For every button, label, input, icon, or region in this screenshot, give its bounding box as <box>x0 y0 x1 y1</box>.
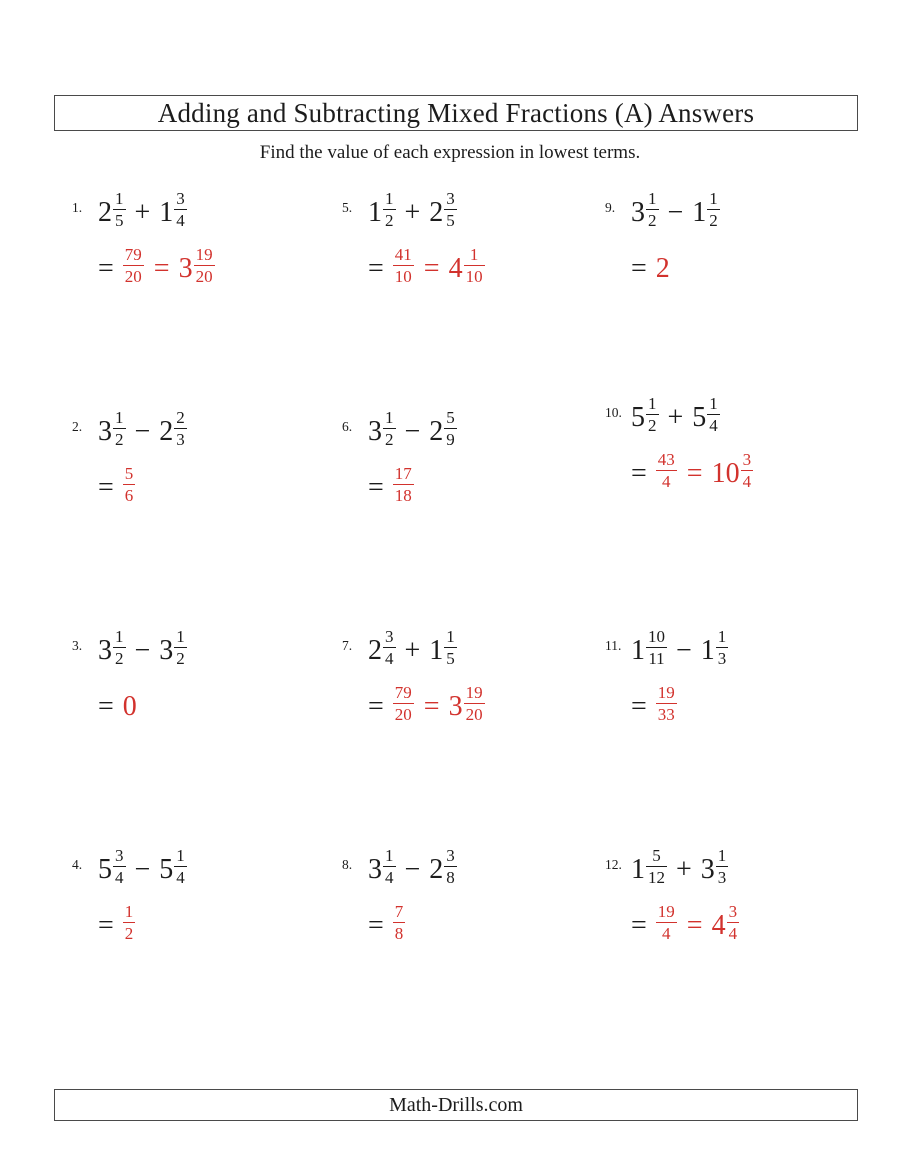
fraction-numerator: 1 <box>385 188 394 208</box>
fraction-numerator: 1 <box>717 626 727 646</box>
mixed-number <box>692 393 720 443</box>
fraction <box>741 451 754 490</box>
fraction-numerator: 1 <box>709 393 718 413</box>
expression-math <box>368 845 457 887</box>
fraction-numerator: 1 <box>648 393 657 413</box>
fraction <box>174 628 187 667</box>
whole-number: 1 <box>631 854 645 885</box>
fraction-denominator: 20 <box>465 704 483 724</box>
fraction-denominator: 2 <box>648 415 657 435</box>
equals-sign: = <box>423 691 439 722</box>
whole-number: 3 <box>98 416 112 447</box>
whole-number: 3 <box>159 635 174 666</box>
fraction <box>716 847 729 886</box>
problem-number: 6. <box>342 419 353 434</box>
mixed-number <box>712 901 740 951</box>
fraction-denominator: 18 <box>394 485 412 505</box>
mixed-number <box>701 626 729 676</box>
equals-sign: = <box>423 253 439 284</box>
answer-math <box>368 244 485 286</box>
expression-math <box>98 626 187 668</box>
expression-line <box>605 393 875 443</box>
fraction <box>113 190 126 229</box>
answer-line <box>631 244 875 294</box>
equals-sign: = <box>98 253 113 284</box>
answer-math <box>631 682 677 724</box>
fraction <box>444 409 457 448</box>
problem <box>605 827 875 1046</box>
whole-number: 5 <box>631 402 645 433</box>
fraction-numerator: 1 <box>385 407 394 427</box>
expression-line <box>72 188 342 238</box>
problem-number: 9. <box>605 200 616 215</box>
fraction <box>174 409 187 448</box>
equals-sign: = <box>98 472 113 503</box>
operator: + <box>404 635 421 666</box>
expression-math <box>631 393 720 435</box>
operator: + <box>676 854 692 885</box>
fraction-denominator: 5 <box>446 210 455 230</box>
whole-number: 2 <box>429 416 444 447</box>
mixed-number <box>159 188 187 238</box>
mixed-number <box>429 407 457 457</box>
fraction-denominator: 2 <box>385 210 394 230</box>
expression-line <box>342 188 605 238</box>
whole-number: 3 <box>368 854 382 885</box>
mixed-number <box>179 244 215 294</box>
fraction <box>393 246 414 285</box>
whole-number: 1 <box>429 635 444 666</box>
fraction <box>656 451 677 490</box>
fraction-numerator: 19 <box>195 244 213 264</box>
mixed-number <box>449 244 485 294</box>
expression-line <box>605 626 875 676</box>
mixed-number <box>449 682 485 732</box>
whole-number: 1 <box>159 197 174 228</box>
fraction-numerator: 41 <box>394 244 412 264</box>
fraction-numerator: 19 <box>465 682 483 702</box>
mixed-number <box>631 188 659 238</box>
problem-number: 11. <box>605 638 622 653</box>
answer-math <box>631 901 739 943</box>
whole-number: 2 <box>159 416 174 447</box>
fraction-numerator: 19 <box>657 901 675 921</box>
fraction-numerator: 3 <box>446 845 455 865</box>
fraction <box>194 246 215 285</box>
fraction <box>123 465 136 504</box>
fraction-numerator: 1 <box>717 845 727 865</box>
fraction <box>393 684 414 723</box>
expression-math <box>631 845 728 887</box>
whole-number: 4 <box>711 910 726 941</box>
whole-number: 1 <box>700 635 715 666</box>
fraction-denominator: 5 <box>115 210 124 230</box>
fraction-numerator: 3 <box>176 188 185 208</box>
fraction-denominator: 6 <box>124 485 134 505</box>
fraction-denominator: 3 <box>176 429 185 449</box>
answer-line <box>368 244 605 294</box>
mixed-number <box>368 407 396 457</box>
fraction-numerator: 3 <box>742 449 752 469</box>
equals-sign: = <box>368 691 383 722</box>
worksheet-title-box <box>54 95 858 131</box>
whole-number: 2 <box>429 854 444 885</box>
whole-number: 5 <box>692 402 707 433</box>
fraction <box>123 246 144 285</box>
fraction <box>393 903 406 942</box>
mixed-number <box>631 626 667 676</box>
expression-math <box>631 626 728 668</box>
answer-math <box>631 253 670 284</box>
mixed-number <box>98 845 126 895</box>
mixed-number <box>692 188 720 238</box>
fraction-denominator: 4 <box>728 923 738 943</box>
fraction <box>113 847 126 886</box>
operator: + <box>404 197 421 228</box>
expression-line <box>72 845 342 895</box>
problem-number: 3. <box>72 638 83 653</box>
fraction-denominator: 2 <box>385 429 394 449</box>
expression-math <box>631 188 720 230</box>
expression-math <box>98 845 187 887</box>
fraction <box>646 395 659 434</box>
fraction-numerator: 1 <box>709 188 718 208</box>
equals-sign: = <box>631 253 646 284</box>
fraction <box>174 190 187 229</box>
fraction <box>123 903 136 942</box>
fraction <box>707 395 720 434</box>
fraction-numerator: 79 <box>124 244 142 264</box>
answer-line <box>98 244 342 294</box>
fraction <box>464 684 485 723</box>
fraction-denominator: 11 <box>646 647 667 667</box>
expression-line <box>72 407 342 457</box>
answer-line <box>98 901 342 951</box>
fraction <box>646 628 667 667</box>
fraction-numerator: 10 <box>648 626 665 646</box>
fraction-numerator: 5 <box>124 463 134 483</box>
fraction-numerator: 3 <box>446 188 455 208</box>
problem-number: 5. <box>342 200 353 215</box>
equals-sign: = <box>368 910 383 941</box>
fraction-numerator: 1 <box>446 626 455 646</box>
equals-sign: = <box>631 458 646 489</box>
fraction <box>656 903 677 942</box>
answer-math <box>98 244 215 286</box>
whole-number: 1 <box>368 197 382 228</box>
mixed-number <box>368 626 396 676</box>
operator: − <box>676 635 692 666</box>
fraction-denominator: 8 <box>446 867 455 887</box>
fraction <box>174 847 187 886</box>
fraction <box>444 190 457 229</box>
whole-number: 1 <box>692 197 707 228</box>
expression-math <box>368 188 457 230</box>
answer-math <box>368 682 485 724</box>
answer-math <box>631 449 753 491</box>
whole-number: 3 <box>98 635 112 666</box>
problem <box>342 608 605 827</box>
fraction <box>646 847 667 886</box>
mixed-number <box>631 845 667 895</box>
operator: − <box>134 854 151 885</box>
whole-number: 2 <box>98 197 112 228</box>
problem <box>605 389 875 608</box>
fraction-denominator: 4 <box>656 470 677 490</box>
answer-math <box>98 463 135 505</box>
problem <box>72 170 342 389</box>
fraction <box>716 628 729 667</box>
fraction-numerator: 79 <box>394 682 412 702</box>
equals-sign: = <box>368 253 383 284</box>
whole-number: 5 <box>98 854 112 885</box>
fraction <box>383 847 396 886</box>
whole-number: 3 <box>700 854 715 885</box>
equals-sign: = <box>98 691 113 722</box>
fraction <box>464 246 485 285</box>
fraction-denominator: 10 <box>394 266 412 286</box>
operator: − <box>404 854 421 885</box>
equals-sign: = <box>368 472 383 503</box>
whole-number: 4 <box>448 253 463 284</box>
fraction-numerator: 1 <box>176 845 185 865</box>
problem <box>342 170 605 389</box>
fraction-denominator: 2 <box>124 923 134 943</box>
expression-line <box>72 626 342 676</box>
answer-math <box>368 901 405 943</box>
problem-number: 12. <box>605 857 622 872</box>
fraction-numerator: 1 <box>385 845 394 865</box>
fraction-numerator: 1 <box>469 244 479 264</box>
expression-math <box>98 407 187 449</box>
fraction-denominator: 2 <box>648 210 657 230</box>
problem <box>605 608 875 827</box>
fraction <box>113 409 126 448</box>
worksheet-title: Adding and Subtracting Mixed Fractions (A) Answers <box>157 97 755 128</box>
fraction-denominator: 4 <box>176 867 185 887</box>
fraction-denominator: 5 <box>446 648 455 668</box>
answer-line <box>368 901 605 951</box>
operator: − <box>404 416 421 447</box>
equals-sign: = <box>98 910 113 941</box>
problem <box>342 827 605 1046</box>
equals-sign: = <box>631 910 646 941</box>
fraction-denominator: 10 <box>465 266 483 286</box>
fraction-denominator: 4 <box>115 867 124 887</box>
answer-line <box>631 901 875 951</box>
fraction <box>383 409 396 448</box>
fraction-numerator: 5 <box>446 407 455 427</box>
equals-sign: = <box>153 253 169 284</box>
fraction-denominator: 33 <box>657 704 675 724</box>
problem-number: 1. <box>72 200 83 215</box>
fraction-denominator: 2 <box>176 648 185 668</box>
expression-line <box>342 626 605 676</box>
fraction <box>113 628 126 667</box>
fraction <box>383 190 396 229</box>
fraction <box>656 684 677 723</box>
equals-sign: = <box>631 691 646 722</box>
mixed-number <box>98 188 126 238</box>
fraction-numerator: 17 <box>394 463 412 483</box>
mixed-number <box>368 188 396 238</box>
whole-number: 10 <box>711 458 740 489</box>
fraction-denominator: 3 <box>717 867 727 887</box>
fraction-denominator: 3 <box>717 648 727 668</box>
fraction-numerator: 3 <box>385 626 394 646</box>
footer-box <box>54 1089 858 1121</box>
fraction-numerator: 1 <box>115 188 124 208</box>
fraction-numerator: 1 <box>115 407 124 427</box>
mixed-number <box>98 407 126 457</box>
whole-number: 3 <box>631 197 645 228</box>
fraction-numerator: 1 <box>176 626 185 646</box>
fraction <box>444 847 457 886</box>
answer-line <box>368 682 605 732</box>
fraction-denominator: 8 <box>394 923 404 943</box>
mixed-number <box>159 626 187 676</box>
mixed-number <box>159 845 187 895</box>
fraction-denominator: 4 <box>742 471 752 491</box>
fraction <box>727 903 740 942</box>
expression-line <box>605 845 875 895</box>
mixed-number <box>701 845 729 895</box>
mixed-number <box>159 407 187 457</box>
answer-line <box>98 682 342 732</box>
fraction-numerator: 3 <box>728 901 738 921</box>
fraction-denominator: 4 <box>656 922 677 942</box>
problem-number: 4. <box>72 857 83 872</box>
fraction-numerator: 43 <box>657 449 675 469</box>
answer-math <box>98 901 135 943</box>
mixed-number <box>368 845 396 895</box>
footer-site-name: Math-Drills.com <box>389 1093 523 1116</box>
fraction-denominator: 9 <box>446 429 455 449</box>
whole-number: 2 <box>368 635 382 666</box>
expression-math <box>368 626 457 668</box>
fraction <box>383 628 396 667</box>
fraction-denominator: 20 <box>195 266 213 286</box>
fraction <box>707 190 720 229</box>
problems-grid <box>72 170 875 1046</box>
fraction-numerator: 1 <box>124 901 134 921</box>
whole-number: 3 <box>368 416 382 447</box>
fraction-numerator: 19 <box>657 682 675 702</box>
answer-line <box>368 463 605 513</box>
mixed-number <box>429 845 457 895</box>
mixed-number <box>429 188 457 238</box>
mixed-number <box>712 449 754 499</box>
fraction-numerator: 1 <box>648 188 657 208</box>
fraction-denominator: 20 <box>124 266 142 286</box>
whole-number: 5 <box>159 854 174 885</box>
equals-sign: = <box>686 458 702 489</box>
mixed-number <box>631 393 659 443</box>
expression-line <box>342 407 605 457</box>
equals-sign: = <box>686 910 702 941</box>
problem-number: 8. <box>342 857 353 872</box>
mixed-number <box>429 626 457 676</box>
whole-number: 1 <box>631 635 645 666</box>
problem-number: 7. <box>342 638 353 653</box>
operator: − <box>667 197 684 228</box>
problem-number: 10. <box>605 405 622 420</box>
problem-number: 2. <box>72 419 83 434</box>
answer-line <box>631 449 875 499</box>
mixed-number <box>98 626 126 676</box>
fraction-numerator: 2 <box>176 407 185 427</box>
operator: − <box>134 635 151 666</box>
operator: − <box>134 416 151 447</box>
fraction-denominator: 20 <box>394 704 412 724</box>
fraction-denominator: 2 <box>709 210 718 230</box>
fraction-numerator: 7 <box>394 901 404 921</box>
problem <box>72 608 342 827</box>
answer-math <box>368 463 414 505</box>
answer-line <box>631 682 875 732</box>
operator: + <box>134 197 151 228</box>
expression-math <box>368 407 457 449</box>
fraction-numerator: 1 <box>115 626 124 646</box>
whole-number: 2 <box>429 197 444 228</box>
answer-math <box>98 691 137 722</box>
whole-number: 3 <box>178 253 193 284</box>
problem <box>605 170 875 389</box>
fraction <box>393 465 414 504</box>
expression-line <box>342 845 605 895</box>
expression-line <box>605 188 875 238</box>
integer: 0 <box>122 691 137 722</box>
fraction-numerator: 5 <box>652 845 661 865</box>
instructions-text: Find the value of each expression in lowest terms. <box>259 142 641 163</box>
problem <box>342 389 605 608</box>
fraction-denominator: 4 <box>176 210 185 230</box>
integer: 2 <box>655 253 670 284</box>
operator: + <box>667 402 684 433</box>
fraction-denominator: 2 <box>115 429 124 449</box>
fraction-denominator: 4 <box>385 648 394 668</box>
fraction-numerator: 3 <box>115 845 124 865</box>
expression-math <box>98 188 187 230</box>
whole-number: 3 <box>448 691 463 722</box>
fraction-denominator: 2 <box>115 648 124 668</box>
problem <box>72 827 342 1046</box>
fraction-denominator: 4 <box>709 415 718 435</box>
fraction-denominator: 4 <box>385 867 394 887</box>
fraction <box>444 628 457 667</box>
problem <box>72 389 342 608</box>
answer-line <box>98 463 342 513</box>
fraction-denominator: 12 <box>648 867 665 887</box>
fraction <box>646 190 659 229</box>
